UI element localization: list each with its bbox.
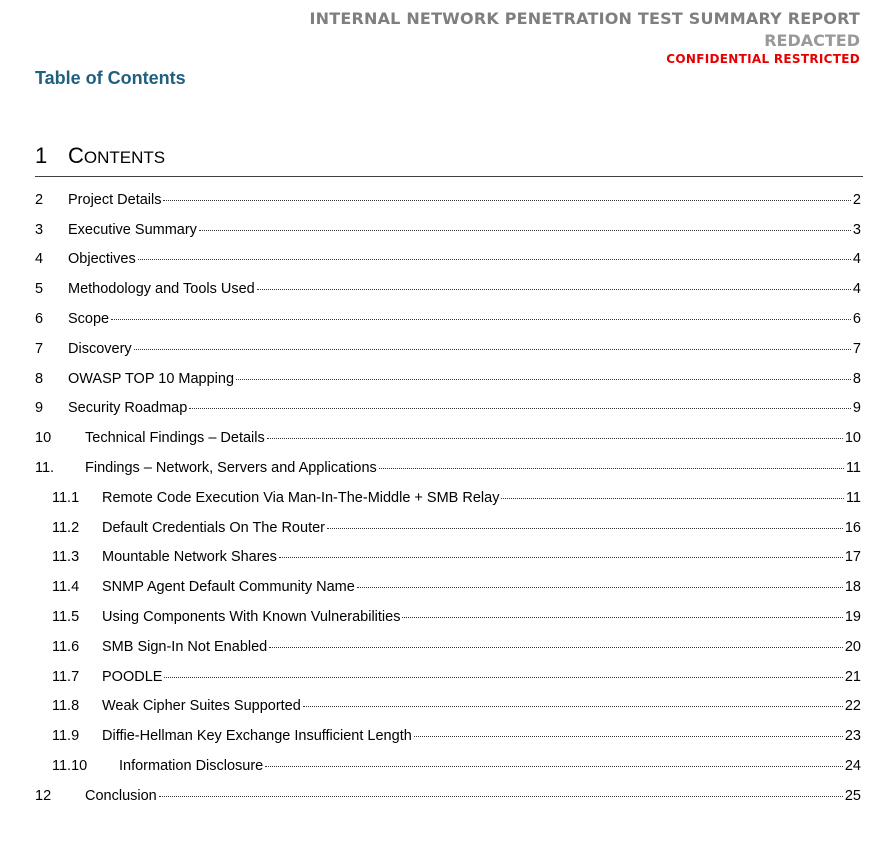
toc-entry[interactable] (35, 215, 861, 245)
toc-entry-number: 9 (35, 400, 44, 417)
toc-entry-page: 10 (844, 430, 861, 447)
dot-leader (501, 498, 843, 499)
toc-entry-number: 11.10 (52, 758, 88, 775)
dot-leader (164, 677, 842, 678)
toc-entry-number: 11.7 (52, 668, 80, 685)
dot-leader (279, 557, 843, 558)
dot-leader (134, 349, 851, 350)
toc-entry-number: 5 (35, 281, 44, 298)
toc-entry-page: 24 (844, 758, 861, 775)
dot-leader (414, 736, 843, 737)
toc-entry-page: 11 (845, 460, 861, 477)
toc-entry[interactable] (35, 453, 861, 483)
toc-entry-page: 8 (852, 370, 861, 387)
toc-entry-page: 6 (852, 311, 861, 328)
toc-entry-page: 17 (844, 549, 861, 566)
toc-entry-page: 11 (845, 489, 861, 506)
dot-leader (265, 766, 843, 767)
dot-leader (379, 468, 844, 469)
redacted-label: REDACTED (764, 31, 860, 50)
toc-entry-number: 11.6 (52, 638, 80, 655)
toc-entry-link[interactable] (102, 549, 861, 565)
toc-entry-link[interactable] (102, 520, 861, 536)
toc-entry-number: 4 (35, 251, 44, 268)
toc-entry-link[interactable] (102, 609, 861, 625)
toc-entry-number: 12 (35, 787, 52, 804)
toc-entry-label: Default Credentials On The Router (102, 519, 325, 536)
toc-entry-number: 11.8 (52, 698, 80, 715)
toc-entry-number: 8 (35, 370, 44, 387)
toc-entry[interactable] (35, 572, 861, 602)
dot-leader (138, 259, 851, 260)
dot-leader (111, 319, 851, 320)
toc-entry-label: OWASP TOP 10 Mapping (68, 370, 235, 387)
toc-entry[interactable] (35, 364, 861, 394)
toc-entry-label: Mountable Network Shares (102, 549, 277, 566)
toc-entry-label: SMB Sign-In Not Enabled (102, 638, 268, 655)
toc-entry-label: Conclusion (85, 787, 157, 804)
toc-entry-page: 21 (844, 668, 861, 685)
dot-leader (402, 617, 842, 618)
toc-entry-label: Security Roadmap (68, 400, 188, 417)
toc-entry[interactable] (35, 543, 861, 573)
toc-entry-label: SNMP Agent Default Community Name (102, 579, 355, 596)
toc-entry-link[interactable] (68, 222, 861, 238)
toc-entry-page: 19 (844, 609, 861, 626)
toc-entry-link[interactable] (68, 192, 861, 208)
toc-entry[interactable] (35, 483, 861, 513)
section-heading (35, 143, 863, 177)
toc-entry-page: 16 (844, 519, 861, 536)
toc-entry-link[interactable] (85, 430, 861, 446)
toc-entry-link[interactable] (68, 400, 861, 416)
toc-list (35, 185, 861, 811)
dot-leader (236, 379, 851, 380)
report-title: INTERNAL NETWORK PENETRATION TEST SUMMARY REPORT (309, 9, 860, 28)
toc-entry-page: 2 (852, 191, 861, 208)
toc-entry-page: 25 (844, 787, 861, 804)
toc-entry-label: Diffie-Hellman Key Exchange Insufficient Length (102, 728, 412, 745)
toc-entry-number: 11. (35, 460, 55, 477)
toc-entry-number: 10 (35, 430, 52, 447)
toc-entry-page: 23 (844, 728, 861, 745)
toc-entry[interactable] (35, 185, 861, 215)
section-number: 1 (35, 143, 48, 168)
toc-entry-link[interactable] (85, 460, 861, 476)
toc-entry-link[interactable] (102, 579, 861, 595)
toc-entry-label: Remote Code Execution Via Man-In-The-Middle + SMB Relay (102, 489, 500, 506)
toc-entry-link[interactable] (102, 490, 861, 506)
toc-entry-link[interactable] (68, 341, 861, 357)
toc-entry-label: Methodology and Tools Used (68, 281, 255, 298)
toc-entry-label: Findings – Network, Servers and Applications (85, 460, 377, 477)
toc-entry-label: Project Details (68, 191, 162, 208)
toc-entry[interactable] (35, 632, 861, 662)
toc-entry[interactable] (35, 721, 861, 751)
dot-leader (199, 230, 851, 231)
toc-entry[interactable] (35, 751, 861, 781)
dot-leader (163, 200, 850, 201)
toc-entry-number: 11.5 (52, 609, 80, 626)
toc-entry-page: 3 (852, 221, 861, 238)
toc-entry-link[interactable] (119, 758, 861, 774)
toc-entry[interactable] (35, 394, 861, 424)
toc-entry-link[interactable] (85, 788, 861, 804)
toc-entry-label: Weak Cipher Suites Supported (102, 698, 301, 715)
toc-entry-number: 7 (35, 340, 44, 357)
toc-entry-link[interactable] (102, 698, 861, 714)
toc-entry-number: 3 (35, 221, 44, 238)
dot-leader (269, 647, 843, 648)
toc-entry-page: 9 (852, 400, 861, 417)
section-title: CONTENTS (68, 143, 166, 168)
toc-entry[interactable] (35, 274, 861, 304)
toc-entry-page: 7 (852, 340, 861, 357)
dot-leader (357, 587, 843, 588)
toc-entry[interactable] (35, 692, 861, 722)
toc-entry-label: Technical Findings – Details (85, 430, 265, 447)
toc-entry-number: 11.4 (52, 579, 80, 596)
toc-heading: Table of Contents (35, 68, 186, 88)
toc-entry-number: 11.9 (52, 728, 80, 745)
toc-entry-link[interactable] (102, 639, 861, 655)
toc-entry-number: 6 (35, 311, 44, 328)
toc-entry[interactable] (35, 245, 861, 275)
toc-entry-page: 22 (844, 698, 861, 715)
toc-entry[interactable] (35, 602, 861, 632)
dot-leader (267, 438, 843, 439)
toc-entry[interactable] (35, 334, 861, 364)
toc-entry-label: Information Disclosure (119, 758, 264, 775)
toc-entry-label: POODLE (102, 668, 163, 685)
toc-entry-number: 11.2 (52, 519, 80, 536)
toc-entry-link[interactable] (102, 669, 861, 685)
toc-entry-label: Executive Summary (68, 221, 197, 238)
toc-entry-page: 18 (844, 579, 861, 596)
toc-entry-link[interactable] (102, 728, 861, 744)
toc-entry-label: Discovery (68, 340, 132, 357)
classification-label: CONFIDENTIAL RESTRICTED (666, 52, 860, 66)
toc-entry-number: 11.1 (52, 489, 80, 506)
toc-entry-page: 20 (844, 638, 861, 655)
dot-leader (257, 289, 851, 290)
dot-leader (159, 796, 843, 797)
dot-leader (189, 408, 851, 409)
toc-entry-link[interactable] (68, 371, 861, 387)
toc-entry-number: 2 (35, 191, 44, 208)
toc-entry[interactable] (35, 304, 861, 334)
toc-entry[interactable] (35, 662, 861, 692)
toc-entry-link[interactable] (68, 251, 861, 267)
dot-leader (303, 706, 843, 707)
toc-entry-label: Scope (68, 311, 110, 328)
toc-entry-label: Objectives (68, 251, 136, 268)
toc-entry-page: 4 (852, 281, 861, 298)
toc-entry-label: Using Components With Known Vulnerabilities (102, 609, 401, 626)
toc-entry-page: 4 (852, 251, 861, 268)
toc-entry[interactable] (35, 423, 861, 453)
toc-entry-link[interactable] (68, 311, 861, 327)
toc-entry[interactable] (35, 781, 861, 811)
toc-entry[interactable] (35, 513, 861, 543)
dot-leader (327, 528, 843, 529)
toc-entry-number: 11.3 (52, 549, 80, 566)
toc-entry-link[interactable] (68, 281, 861, 297)
